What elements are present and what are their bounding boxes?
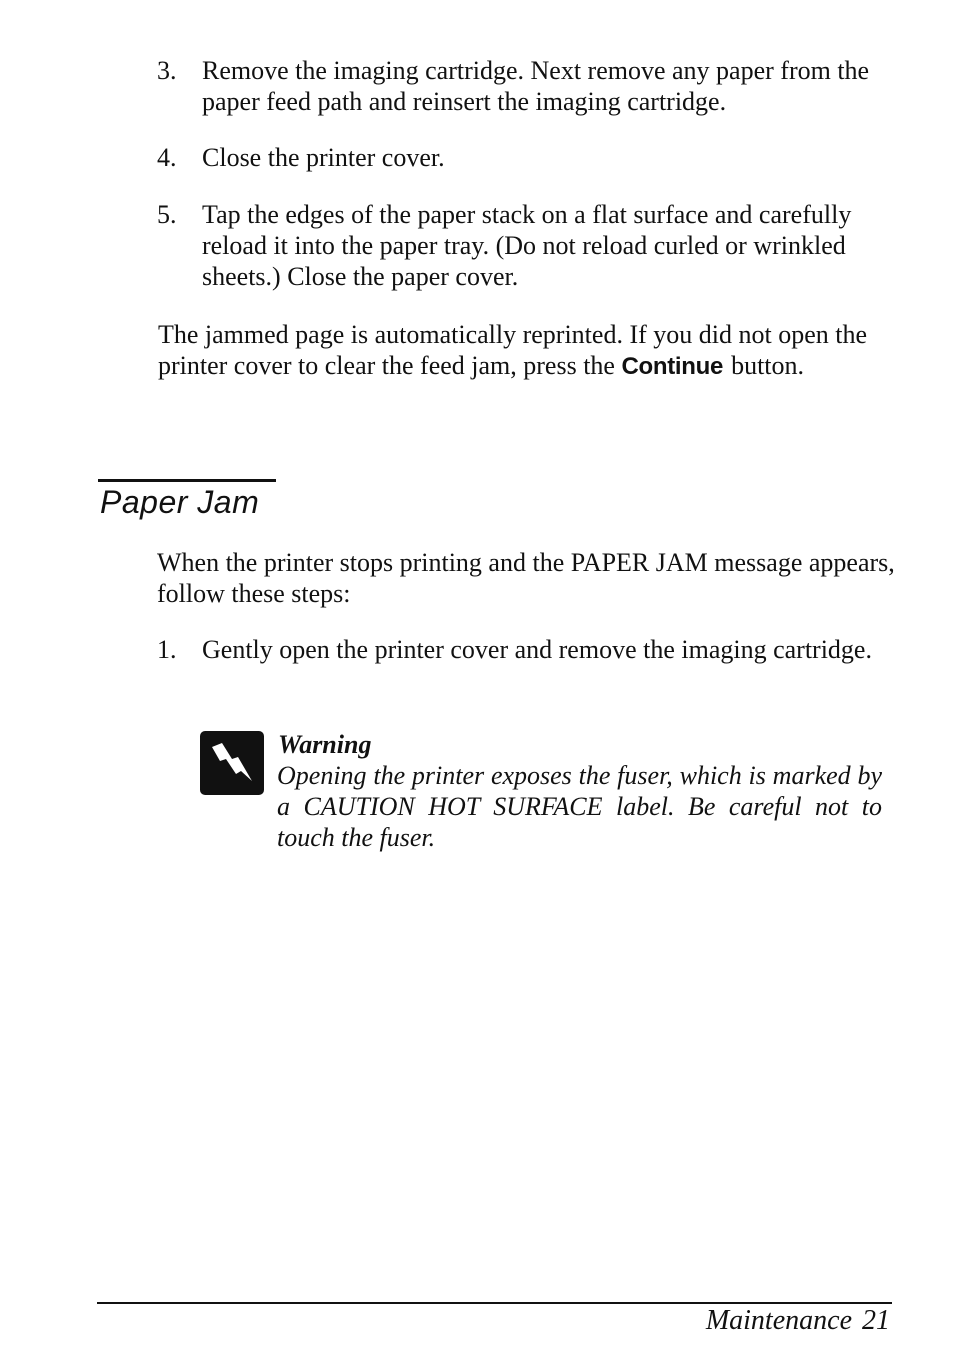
reprint-note-suffix: button. (731, 351, 805, 380)
footer-section-name: Maintenance (705, 1305, 852, 1336)
reprint-note-text: The jammed page is automatically reprinted. If you did not open the printer cover to clear the feed jam, press the (158, 320, 868, 380)
page-number: 21 (862, 1305, 890, 1336)
step-number: 3. (157, 56, 177, 85)
step-text: Tap the edges of the paper stack on a flat surface and carefully reload it into the paper tray. (Do not reload curled or wrinkled sheets.) Close the paper cover. (202, 200, 852, 291)
step-text: Close the printer cover. (202, 143, 445, 172)
step-3 (157, 55, 902, 117)
continue-button-label: Continue (621, 353, 724, 380)
step-number: 1. (157, 635, 177, 664)
step-number: 4. (157, 143, 177, 172)
section-intro: When the printer stops printing and the PAPER JAM message appears, follow these steps: (157, 548, 895, 608)
step-number: 5. (157, 200, 177, 229)
step-text: Remove the imaging cartridge. Next remove any paper from the paper feed path and reinsert the imaging cartridge. (202, 56, 870, 116)
section-title: Paper Jam (100, 484, 260, 520)
page-footer (706, 1303, 890, 1339)
step-1 (157, 634, 902, 665)
step-4 (157, 142, 902, 173)
reprint-note (158, 319, 898, 382)
step-5 (157, 199, 902, 292)
warning-body: Opening the printer exposes the fuser, which is marked by a CAUTION HOT SURFACE label. Be careful not to touch the fuser. (277, 761, 882, 852)
step-text: Gently open the printer cover and remove the imaging cartridge. (202, 635, 872, 664)
lightning-warning-icon (200, 731, 264, 795)
warning-title: Warning (278, 730, 372, 759)
